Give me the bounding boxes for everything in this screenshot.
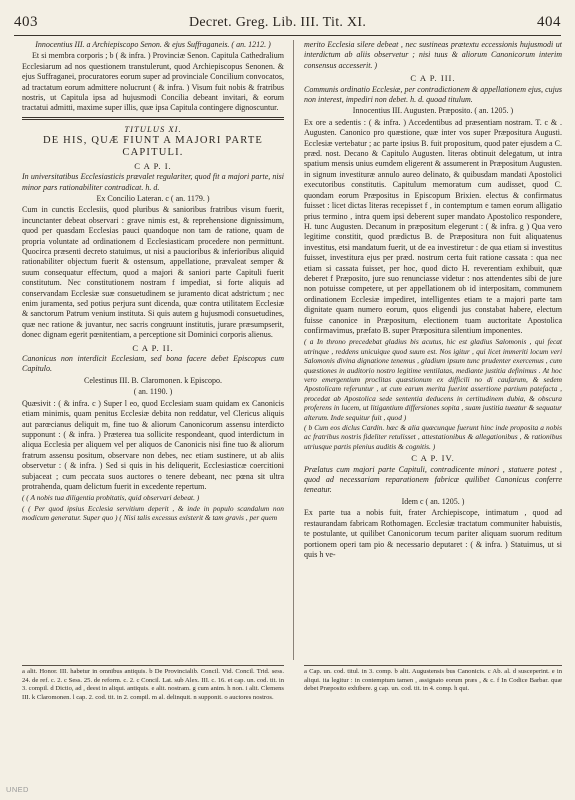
chapter-source: Celestinus III. B. Claromonen. k Episcopo. [84,375,222,385]
chapter-note: ( ( Per quod ipsius Ecclesia servitium deperit , & inde in populo scandalum non modicum generatur. Super quo ) ( Nisi talis excessus existerit & tam gravis , per quem [22,503,284,523]
chapter-summary: In universitatibus Ecclesiasticis prævalet regulariter, quod fit a majori parte, nisi minor pars rationabiliter contradicat. h. d. [22,172,284,192]
left-top-heading: Innocentius III. a Archiepiscopo Senon. & ejus Suffraganeis. ( an. 1212. ) [35,40,271,49]
chapter-source: Innocentius III. Augusten. Præposito. ( an. 1205. ) [352,106,514,116]
page-number-right: 404 [537,14,561,30]
footnote-rule [304,665,562,666]
title-rule [22,117,284,121]
chapter-body: Cum in cunctis Ecclesiis, quod pluribus & sanioribus fratribus visum fuerit, incunctanter debeat observari : grave nimis est, & reprehensione dignissimum, quod per quasdam Ecclesias pauci quandoque non tam de ratione, quam de propria voluntate ad ordinationem d Ecclesiasticam procedere non permittunt. Quocirca præsenti decreto statuimus, ut nisi a paucioribus & inferioribus aliquid rationabiliter objectum fuerit & ostensum, appellatione, prævaleat semper & suum consequatur effectum, quod a majori & saniori parte Capituli fuerit constitutum. Nec constitutionem nostram f impediat, si forte aliquis ad conservandam Ecclesiæ suæ consuetudinem se juramento dicat adstrictum ; nec enim juramenta, sed potius perjura sunt dicenda, quæ contra utilitatem Ecclesiæ & sanctorum Patrum venium instituta. Si quis autem g hujusmodi consuetudines, quæ nec ratione & juvantur, nec sacris congruunt institutis, jurare præsumpserit, donec dignam egerit pœnitentiam, a perceptione sit Dominici corporis alienus. [22,205,284,340]
right-column [304,40,562,660]
chapter-body: Ex parte tua a nobis fuit, frater Archiepiscope, intimatum , quod ad restaurandam fabricam Rothomagen. Ecclesiæ tractatum communiter habuistis, te postulante, ut quilibet Canonicorum tecum pariter aliquam suorum reditum portionem operi tam pio & necessario deputaret : ( & infra. ) Statuimus, ut si quis h ve- [304,508,562,559]
chapter-heading: C A P. I. [134,160,172,171]
chapter-note: ( a In throno precedebat gladius bis acutus, hic est gladius Salomonis , qui fecat utrinque , reddens unicuique quod suum est. Nos igitur , qui licet immeriti locum veri Salomonis divina dignatione tenemus , gladium ipsum tunc prudenter exercemus , cum quæstiones in auditorio nostro legitime ventilatas, mediante justitia definimus . At hoc vero emergentium proclitas quæstionum ex difficili no di caufarum, & sedem Apostolicam referuntur , ut cum earum merita fuerint assertione partium patefacta , procedat ab Apostolica sede sententia deducens in certitudinem dubia, & obscura proferens in lucem, ut litigantium differsiones sopita , suam justitia tueatur & sequatur alterum. Inde sequitur fuit , quod ) [304,337,562,422]
column-divider [293,40,294,660]
running-header [14,14,561,34]
left-top-body: Et si membra corporis ; b ( & infra. ) Provinciæ Senon. Capitula Cathedralium Ecclesiarum ad nos questionem transtulerunt, quod Archiepiscopus Senonen. & ejus Suffraganei, procuratores eorum super ad provinciale Concilium convocatos, ad tractatum eorum admittere nolucrunt ( & infra. ) Visum fuit nobis & fratribus nostris, ut Capitula ipsa ad hujusmodi Concilia debeant invitari, & eorum tractatui admitti, maxime super illis, quæ ipsa Capitula contingere dignoscuntur. [22,51,284,113]
chapter-summary: Communis ordinatio Ecclesiæ, per contradictionem & appellationem ejus, cujus non interest, impediri non debet. h. d. quoad titulum. [304,84,562,105]
titulus-label: TITULUS XI. [124,124,182,135]
footnotes-left: a alit. Honor. III. habetur in omnibus antiquis. b De Provincialib. Concil. Vid. Concil. Trid. sess. 24. de ref. c. 2. c Sess. 25. de reform. c. 2. c Concil. Lat. sub Alex. III. c. 16. et cap. un. cod. tit. in 3. compil. d Dictio, ad , deest in aliqui. antiquis. e alit. nostram. g cum anim. h non. i alit. Clemens III. k Claromonen. l cap. 2. cod. tit. in 2. compil. m al. delinquit. n supponit. o auctores nostros. [22,668,284,701]
chapter-heading: C A P. II. [132,342,174,353]
chapter-body: Ex ore a sedentis : ( & infra. ) Accedentibus ad præsentiam nostram. T. c & . Augusten. Canonico pro quæstione, quæ inter vos super Præpositura Augusti. Ecclesiæ vertebatur ; ac parte ipsius B. fuit propositum, quod pater ejusdem a C. præd. nost. Decano & Capitulo Augusten. literas obtinuit delegatum, ut intra spatium mensis unius eumdem eligerent & assumerent in Præpositum Augusten. in signum investituræ annulo aureo delinato, & quibusdam mandati Apostolici executoribus constitutis. Capitulum memoratum cum audisset, quod C. quondam eorum Præpositus in Episcopum Brixien. electus & confirmatus fuisset : licet dictas literas recepisset f , in contemptum e tamen eorum alligatio prius termino , intra quem ipsi deberent super mandato Apostolico respondere, H. tunc Augusten. Decanum in præpositum elegerunt : ( & infra. g ) Qua vero legitime constitit, quod prædictus B. de Præpositura non fuit aliquatenus investitus, etsi mandatum fuerit, ut de ea investiretur : de qua etiam si investitus fuisset, investitura ejus per præd. nostrum certa fuit ratione cassata : qua nec etiam si cassata fuisset, per hoc, quod dicto H. reverentiam exhibuit, quæ deberet f Præposito, jure suo renunciasse videtur : nos attendentes sibi de jure non potuisse competere, ut per appellationem ob id interpositam, communem ordinationem Ecclesiæ impediret, intelligentes etiam te a majori parte tam dignitate quam numero eorum, quos eligendi jus constabat habere, electum fuisse canonice in Præpositum, electionem tuam auctoritate Apostolica confirmavimus, præfato B. super Præpositura silentium imponentes. [304,117,562,335]
footnote-rule [22,665,284,666]
header-rule [14,35,561,36]
chapter-note: ( b Cum eos diclus Cardin. hæc & alia quæcunque fuerunt hinc inde proposita a nobis ac fratribus nostris fideliter retulisset , attestationibus & allegationibus , & rationibus utriusque partis plenius auditis & cognitis. ) [304,423,562,451]
chapter-summary: Prælatus cum majori parte Capituli, contradicente minori , statuere potest , quod ad necessariam reparationem fabricæ quilibet Canonicus conferre teneatur. [304,464,562,495]
left-column [22,40,284,660]
chapter-source: Idem c ( an. 1205. ) [401,496,465,506]
chapter-note: ( ( A nobis tua diligentia probitatis, quid observari debeat. ) [22,493,200,503]
title-block [22,124,284,158]
chapter-heading: C A P. III. [410,73,456,84]
watermark: UNED [6,785,29,794]
chapter-body: Quæsivit : ( & infra. c ) Super l eo, quod Ecclesiam suam quidam ex Canonicis etiam minimis, quam penitus Ecclesiæ debita non reddatur, vel Clericus aliquis aut parœcianus deliquit m, fine tuo & aliorum Canonicorum assensu interdicto supponunt : ( & infra. ) Præterea tua sollicite respondeant, quod interdictum in aliqua Ecclesia per aliquem vel per aliquos de Canonicis nisi fine tuo & aliorum fratrum assensu positum, observare non debes, nec etiam sustinere, ut ab aliis observetur : ( & infra. ) Sed si quis in his deliquerit, Ecclesiasticæ coercitioni subjaceat ; cum peccata suos auctores o tenere debeant, nec pœna sit ultra protrahenda, quam delictum fuerit in excedente repertum. [22,398,284,491]
titulus-heading: DE HIS, QUÆ FIUNT A MAJORI PARTE CAPITULI. [42,134,264,158]
right-top-body: merito Ecclesia silere debeat , nec sustineas prætextu eccessionis hujusmodi ut interdictum ab aliis observetur ; nisi tuus & aliorum Canonicorum interim consensus accesserit. ) [304,40,562,70]
chapter-summary: Canonicus non interdicit Ecclesiam, sed bona facere debet Episcopus cum Capitulo. [22,354,284,374]
running-title: Decret. Greg. Lib. III. Tit. XI. [189,15,367,30]
footnotes-right: a Cap. un. cod. titul. in 3. comp. b alit. Augustensis bus Canonicis. c Ab. al. d susceperint. e in aliqui. ita legitur : in contemptum tamen , assignato eorum præs , & c. f In Codice Barbar. quæ debet Præposito exhibere. g cap. un. cod. tit. in 4. comp. h qui. [304,668,562,693]
chapter-source: Ex Concilio Lateran. c ( an. 1179. ) [96,193,210,203]
page-number-left: 403 [14,14,38,30]
chapter-year: ( an. 1190. ) [133,387,173,397]
chapter-heading: C A P. IV. [411,453,455,464]
